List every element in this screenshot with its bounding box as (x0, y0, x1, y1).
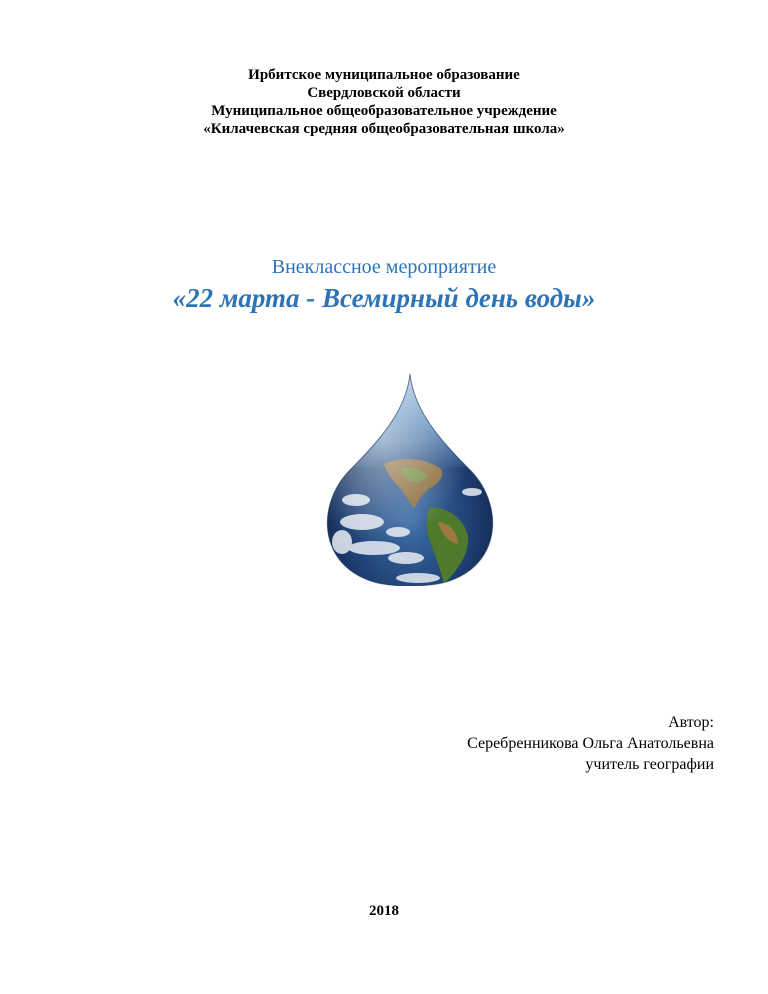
author-position: учитель географии (585, 756, 714, 773)
header-line-municipality: Ирбитское муниципальное образование (248, 67, 520, 83)
author-name: Серебренникова Ольга Анатольевна (467, 735, 714, 752)
earth-water-drop-icon (322, 372, 498, 586)
header-line-institution-type: Муниципальное общеобразовательное учреждение (211, 103, 557, 119)
event-kind: Внеклассное мероприятие (271, 256, 497, 278)
header-line-region: Свердловской области (307, 85, 461, 101)
institution-header (0, 66, 768, 138)
event-title: «22 марта - Всемирный день воды» (172, 283, 596, 313)
year: 2018 (369, 903, 399, 919)
author-block (467, 712, 714, 775)
author-label: Автор: (668, 714, 714, 731)
header-line-school-name: «Килачевская средняя общеобразовательная школа» (203, 121, 565, 137)
